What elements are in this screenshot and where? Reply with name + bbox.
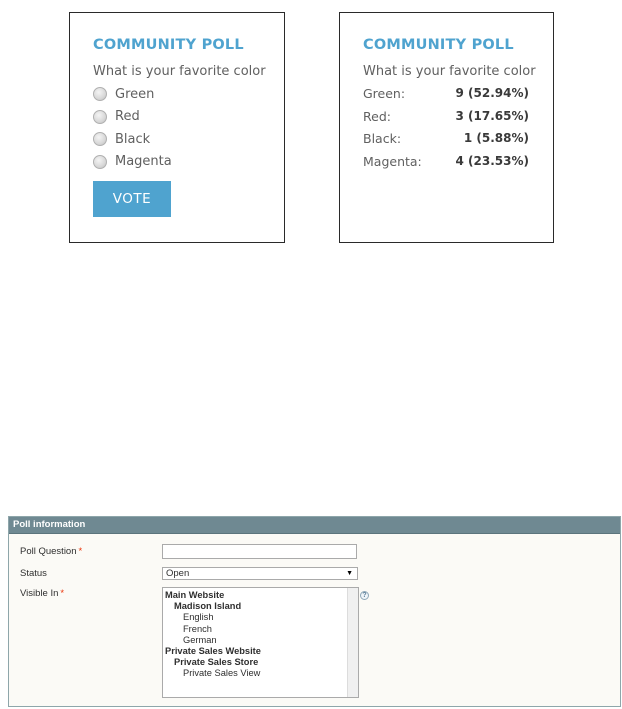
result-label: Magenta: <box>363 153 422 169</box>
option-label: Red <box>115 109 140 124</box>
store-option-private-sales-view[interactable]: Private Sales View <box>183 668 261 679</box>
result-label: Red: <box>363 108 391 124</box>
poll-option-magenta[interactable] <box>93 153 172 171</box>
store-option-private-sales-store[interactable]: Private Sales Store <box>174 657 259 668</box>
result-value: 1 (5.88%) <box>463 131 529 145</box>
option-label: Magenta <box>115 154 172 169</box>
store-option-main-website[interactable]: Main Website <box>165 590 225 600</box>
status-selected-value: Open <box>166 568 190 579</box>
store-option-english[interactable]: English <box>183 612 214 623</box>
panel-header: Poll information <box>9 517 620 534</box>
status-select[interactable] <box>162 567 358 580</box>
poll-result-row <box>363 131 529 149</box>
poll-title: COMMUNITY POLL <box>93 37 244 53</box>
required-marker: * <box>78 546 83 557</box>
radio-button[interactable] <box>93 155 107 169</box>
result-label: Green: <box>363 86 406 101</box>
poll-question-label <box>20 546 82 557</box>
poll-question-input[interactable] <box>162 544 357 559</box>
community-poll-vote-widget <box>69 12 285 243</box>
result-label: Black: <box>363 131 402 146</box>
help-icon[interactable]: ? <box>360 591 369 600</box>
visible-in-multiselect[interactable] <box>162 587 359 698</box>
vote-button[interactable]: VOTE <box>93 181 171 217</box>
label-text: Visible In <box>20 588 59 599</box>
poll-information-panel <box>8 516 621 707</box>
scrollbar[interactable] <box>347 588 358 697</box>
radio-button[interactable] <box>93 87 107 101</box>
poll-option-green[interactable] <box>93 85 154 103</box>
result-value: 9 (52.94%) <box>455 86 529 100</box>
poll-title: COMMUNITY POLL <box>363 37 514 53</box>
status-label: Status <box>20 568 47 579</box>
required-marker: * <box>60 588 65 599</box>
visible-in-label <box>20 588 64 599</box>
poll-result-row <box>363 86 529 104</box>
dropdown-arrow-icon: ▼ <box>346 570 353 577</box>
community-poll-results-widget <box>339 12 554 243</box>
option-label: Green <box>115 86 155 102</box>
poll-result-row <box>363 154 529 172</box>
poll-option-red[interactable] <box>93 108 140 126</box>
poll-question: What is your favorite color <box>363 64 536 79</box>
store-option-madison-island[interactable]: Madison Island <box>174 601 242 612</box>
result-value: 3 (17.65%) <box>455 108 529 123</box>
store-option-french[interactable]: French <box>183 623 212 634</box>
store-option-german[interactable]: German <box>183 634 217 645</box>
radio-button[interactable] <box>93 110 107 124</box>
poll-result-row <box>363 109 529 127</box>
result-value: 4 (23.53%) <box>455 153 529 168</box>
label-text: Poll Question <box>20 546 77 557</box>
option-label: Black <box>115 131 151 147</box>
poll-question: What is your favorite color <box>93 64 266 79</box>
radio-button[interactable] <box>93 132 107 146</box>
poll-option-black[interactable] <box>93 130 150 148</box>
store-option-private-sales-website[interactable]: Private Sales Website <box>165 645 261 656</box>
store-list <box>163 588 346 697</box>
